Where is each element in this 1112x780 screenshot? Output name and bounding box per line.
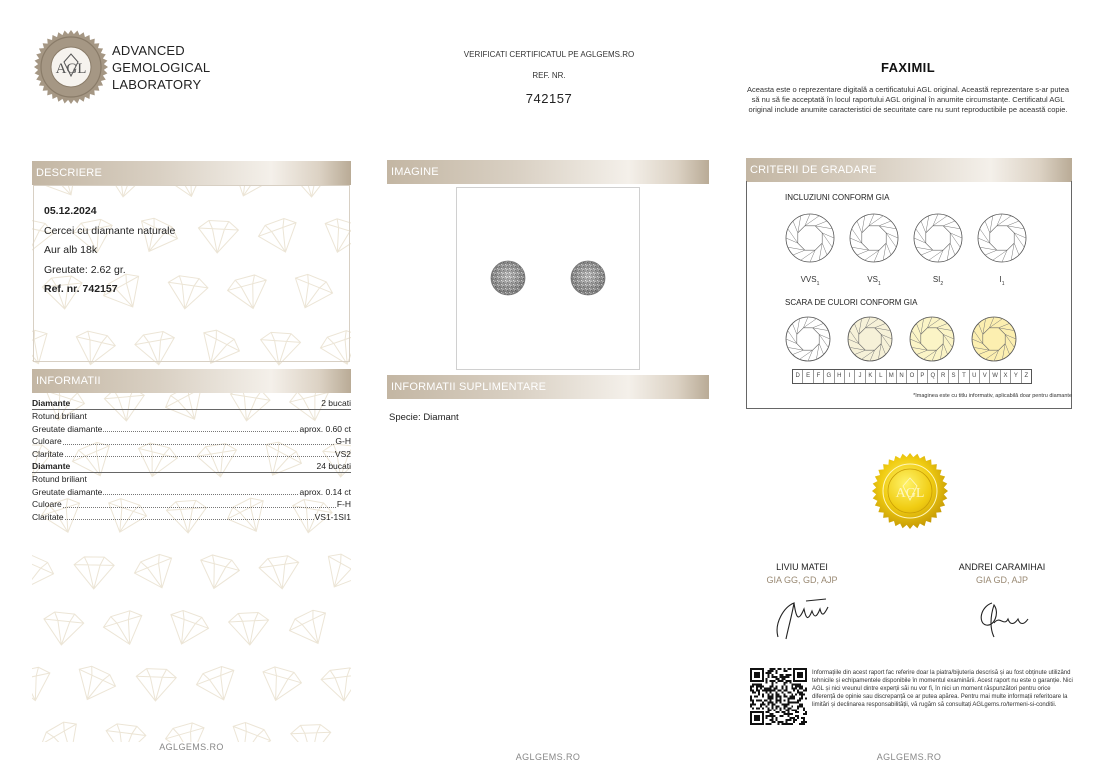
info-row-value: aprox. 0.60 ct — [299, 423, 351, 434]
color-scale-cell: Q — [928, 370, 938, 383]
faximil-block — [745, 60, 1071, 115]
color-diagram — [972, 317, 1016, 361]
info-cut: Rotund briliant — [32, 474, 87, 485]
info-group-count: 2 bucati — [321, 398, 351, 408]
footer-website-middle: AGLGEMS.RO — [515, 752, 581, 762]
color-scale-cell: Y — [1011, 370, 1021, 383]
color-scale-cell: K — [866, 370, 876, 383]
signer-name: ANDREI CARAMIHAI — [958, 562, 1046, 572]
info-row-label: Greutate diamante — [32, 486, 103, 497]
color-diagram — [848, 317, 892, 361]
color-scale-cell: F — [814, 370, 824, 383]
svg-text:AGL: AGL — [55, 61, 87, 77]
lab-name — [112, 42, 210, 93]
info-row-value: VS1-1SI1 — [314, 511, 351, 522]
signer-name: LIVIU MATEI — [776, 562, 828, 572]
clarity-diagram — [978, 214, 1026, 287]
diamond-stud-right — [571, 261, 605, 295]
inclusions-title: INCLUZIUNI CONFORM GIA — [785, 193, 890, 202]
info-group-title: Diamante — [32, 461, 71, 472]
info-cut-row — [32, 410, 351, 422]
color-scale-cell: H — [835, 370, 845, 383]
info-row — [32, 423, 351, 435]
lab-name-line-2: GEMOLOGICAL — [112, 60, 211, 75]
verify-url-text: VERIFICATI CERTIFICATUL PE AGLGEMS.RO — [463, 50, 635, 59]
color-scale-cell: M — [887, 370, 897, 383]
qr-code — [750, 668, 807, 725]
gold-seal — [872, 453, 948, 529]
color-scale-cell: S — [949, 370, 959, 383]
svg-text:AGL: AGL — [895, 486, 925, 501]
footer-website-left: AGLGEMS.RO — [159, 742, 224, 752]
info-cut-row — [32, 473, 351, 485]
info-row — [32, 448, 351, 460]
description-metal: Aur alb 18k — [44, 244, 98, 256]
color-scale-cell: P — [918, 370, 928, 383]
info-row-value: VS2 — [334, 448, 351, 459]
section-bar-informatii-suplimentare: INFORMATII SUPLIMENTARE — [387, 375, 709, 399]
info-row-label: Greutate diamante — [32, 423, 103, 434]
clarity-diagram — [786, 214, 834, 287]
info-row — [32, 486, 351, 498]
color-diagram — [786, 317, 830, 361]
color-scale-cell: Z — [1024, 373, 1029, 379]
supplementary-species: Specie: Diamant — [389, 412, 459, 423]
color-scale-cell: O — [907, 370, 917, 383]
color-scale-cell: W — [990, 370, 1000, 383]
info-row — [32, 511, 351, 523]
color-scale-cell: R — [938, 370, 948, 383]
agl-seal-logo — [34, 30, 108, 104]
description-ref: Ref. nr. 742157 — [44, 283, 118, 295]
info-table — [32, 397, 351, 523]
color-scale-cell: X — [1001, 370, 1011, 383]
signer-liviu-matei — [722, 562, 882, 585]
signer-andrei-caramihai — [922, 562, 1082, 585]
info-row-value: G-H — [335, 436, 351, 447]
info-row-label: Culoare — [32, 436, 62, 447]
clarity-diagram — [914, 214, 962, 287]
description-weight: Greutate: 2.62 gr. — [44, 263, 126, 276]
signature-liviu-matei — [770, 593, 840, 643]
info-row-value: aprox. 0.14 ct — [299, 486, 351, 497]
signer-credentials: GIA GD, AJP — [975, 575, 1029, 585]
earrings-image — [457, 188, 639, 369]
info-group-header — [32, 397, 351, 410]
image-disclaimer: *Imaginea este cu titlu informativ, aplicabilă doar pentru diamante — [913, 393, 1072, 399]
info-group-title: Diamante — [32, 398, 71, 408]
ref-number: 742157 — [525, 91, 573, 106]
clarity-grade-label: $VS_1$ — [867, 275, 881, 287]
color-diagrams — [780, 314, 1050, 366]
info-group-header — [32, 460, 351, 473]
footer-website-right: AGLGEMS.RO — [876, 752, 942, 762]
color-scale-title: SCARA DE CULORI CONFORM GIA — [785, 298, 918, 307]
section-bar-criterii-de-gradare: CRITERII DE GRADARE — [746, 158, 1072, 182]
signer-credentials: GIA GG, GD, AJP — [766, 575, 838, 585]
clarity-grade-label: $VVS_1$ — [800, 275, 820, 287]
legal-disclaimer: Informațiile din acest raport fac referire doar la piatra/bijuteria descrisă și au fost obținute utilizând tehnicile și echipamentele disponibile în momentul examinării. Acest raport nu este o garanție. Nici AGL și nici vreunul dintre experții săi nu vor fi, în nici un moment răspunzători pentru orice diferență de opinie sau discrepanță ce ar putea apărea. Pentru mai multe informații referitoare la limitări și declinarea responsabilității, vă rugăm să consultați AGLgems.ro/termeni-si-conditii. — [812, 670, 1073, 708]
color-scale-cell: N — [897, 370, 907, 383]
color-scale-cell: U — [970, 370, 980, 383]
ref-label: REF. NR. — [532, 71, 566, 80]
description-date: 05.12.2024 — [44, 205, 97, 217]
color-scale-cell: I — [845, 370, 855, 383]
product-image-frame — [456, 187, 640, 370]
clarity-grade-label: $I_1$ — [999, 275, 1005, 287]
color-scale-cell: J — [855, 370, 865, 383]
color-scale-cell: D — [793, 370, 803, 383]
section-bar-imagine: IMAGINE — [387, 160, 709, 184]
faximil-notice: Aceasta este o reprezentare digitală a certificatului AGL original. Această reprezentare s-ar putea să nu să fie acceptată în locul raportului AGL original în anumite circumstanțe. Certificatul AGL original include anumite caracteristici de securitate care nu sunt reproductibile pe această copie. — [747, 85, 1069, 114]
info-row-label: Claritate — [32, 511, 64, 522]
diamond-stud-left — [491, 261, 525, 295]
info-row-label: Culoare — [32, 499, 62, 510]
info-row — [32, 498, 351, 510]
color-scale-strip — [792, 369, 1032, 384]
description-item: Cercei cu diamante naturale — [44, 224, 176, 237]
info-row-label: Claritate — [32, 448, 64, 459]
color-scale-cell: V — [980, 370, 990, 383]
lab-name-line-3: LABORATORY — [112, 77, 202, 92]
color-scale-cell: E — [803, 370, 813, 383]
description-content — [44, 202, 175, 300]
clarity-diagrams — [780, 210, 1050, 292]
clarity-grade-label: $SI_2$ — [932, 275, 944, 287]
section-bar-informatii: INFORMATII — [32, 369, 351, 393]
color-scale-cell: G — [824, 370, 834, 383]
color-diagram — [910, 317, 954, 361]
section-bar-descriere: DESCRIERE — [32, 161, 351, 185]
info-cut: Rotund briliant — [32, 411, 87, 422]
info-row — [32, 435, 351, 447]
color-scale-cell: T — [959, 370, 969, 383]
signature-andrei-caramihai — [972, 593, 1032, 643]
verify-block — [440, 50, 658, 106]
lab-name-line-1: ADVANCED — [112, 43, 185, 58]
clarity-diagram — [850, 214, 898, 287]
info-row-value: F-H — [336, 499, 351, 510]
info-group-count: 24 bucati — [316, 461, 351, 472]
color-scale-cell: L — [876, 370, 886, 383]
faximil-title: FAXIMIL — [880, 60, 936, 75]
